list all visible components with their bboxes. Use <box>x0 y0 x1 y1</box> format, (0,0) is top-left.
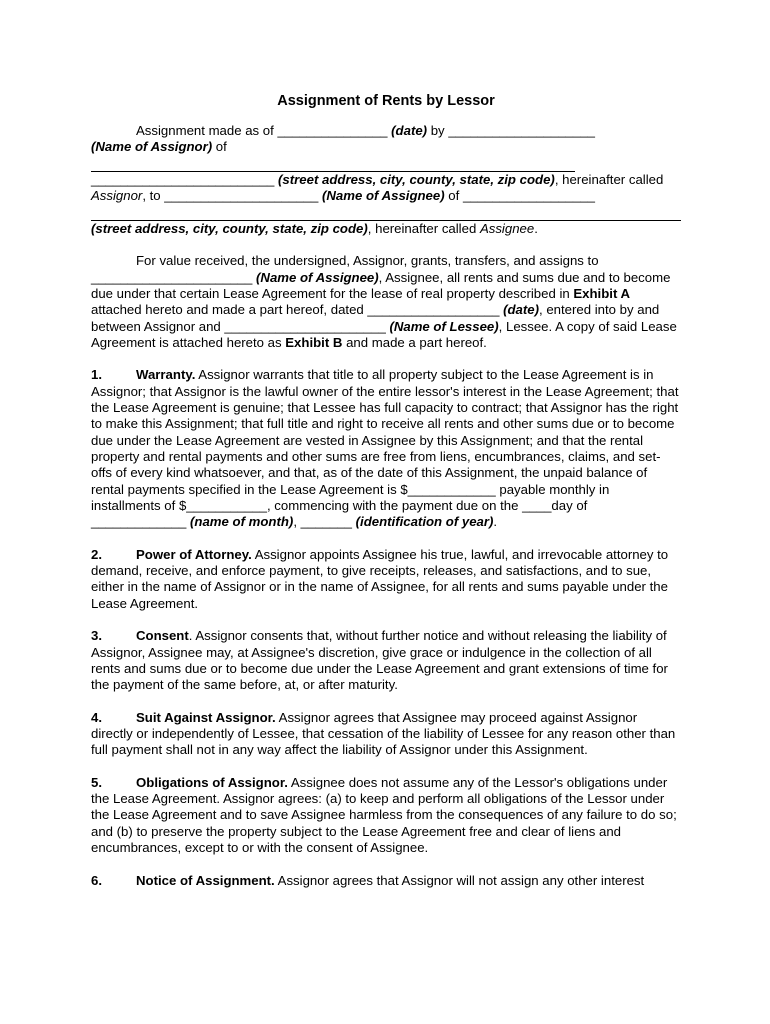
year-field-label: (identification of year) <box>355 514 494 530</box>
section-power-of-attorney <box>91 547 681 612</box>
section-heading: Notice of Assignment. <box>136 872 275 888</box>
section-number: 5. <box>91 774 102 790</box>
intro-text: by ____________________ <box>427 123 596 138</box>
assignment-intro-paragraph <box>91 123 681 237</box>
assignee-term: Assignee <box>479 220 535 236</box>
assignor-name-field-label: (Name of Assignor) <box>91 139 213 155</box>
assignor-term: Assignor <box>91 188 143 204</box>
assignee-address-blank-line <box>91 204 681 220</box>
document-title: Assignment of Rents by Lessor <box>277 93 495 109</box>
assignee-name-field-label: (Name of Assignee) <box>256 269 379 285</box>
consideration-paragraph <box>91 253 681 351</box>
section-number: 6. <box>91 872 102 888</box>
assignee-name-field-label: (Name of Assignee) <box>322 188 445 204</box>
section-consent <box>91 628 681 693</box>
assignor-address-field-label: (street address, city, county, state, zip code) <box>278 171 555 187</box>
section-heading: Suit Against Assignor. <box>136 709 276 725</box>
consideration-text: For value received, the undersigned, Assignor, grants, transfers, and assigns to ______________________ <box>91 253 599 285</box>
section-heading: Warranty. <box>136 367 196 383</box>
intro-text: , to _____________________ <box>142 188 322 204</box>
section-notice-of-assignment <box>91 873 681 889</box>
lessee-name-field-label: (Name of Lessee) <box>389 318 499 334</box>
section-text: . Assignor consents that, without further notice and without releasing the liability of Assignor, Assignee may, at Assignee's discretion, give grace or indulgence in the collection of all rents and sums due or to become due under the Lease Agreement and grant extensions of time for the payment of the same before, at, or after maturity. <box>91 628 668 693</box>
intro-text: Assignment made as of _______________ <box>136 123 392 138</box>
exhibit-b-reference: Exhibit B <box>285 334 343 350</box>
consideration-text: , Lessee. A copy of said Lease Agreement is attached hereto as <box>91 318 677 350</box>
section-text: , _______ <box>293 514 356 530</box>
section-suit-against-assignor <box>91 710 681 759</box>
assignee-address-field-label: (street address, city, county, state, zip code) <box>91 220 368 236</box>
intro-text: , hereinafter called <box>554 171 664 187</box>
section-heading: Obligations of Assignor. <box>136 774 288 790</box>
section-number: 1. <box>91 367 102 383</box>
section-text: Assignor appoints Assignee his true, lawful, and irrevocable attorney to demand, receive, and enforce payment, to give receipts, releases, and satisfactions, and to sue, either in the name of Assignor or in the name of Assignee, for all rents and sums payable under the Lease Agreement. <box>91 546 669 611</box>
section-number: 4. <box>91 709 102 725</box>
section-number: 3. <box>91 628 102 644</box>
section-text: Assignor warrants that title to all property subject to the Lease Agreement is in Assignor; that Assignor is the lawful owner of the entire lessor's interest in the Lease Agreement; that the Lease Agreement is genuine; that Lessee has full capacity to contract; that Assignor has the right to make this Assignment; that full title and right to receive all rents and other sums due or to become due under the Lease Agreement are vested in Assignee by this Assignment; and that the rental property and rental payments and other sums are free from liens, encumbrances, claims, and set-offs of every kind whatsoever, and that, as of the date of this Assignment, the unpaid balance of rental payments specified in the Lease Agreement is $____________ payable monthly in installments of $___________, commencing with the payment due on the ____day of _____________ <box>91 367 679 530</box>
intro-text: . <box>534 220 538 236</box>
intro-text: _________________________ <box>91 171 279 187</box>
section-heading: Consent <box>136 628 189 644</box>
consideration-text: attached hereto and made a part hereof, dated __________________ <box>91 302 504 318</box>
date-field-label: (date) <box>391 123 428 138</box>
consideration-text: and made a part hereof. <box>342 334 487 350</box>
intro-text: , hereinafter called <box>367 220 480 236</box>
section-number: 2. <box>91 546 102 562</box>
exhibit-a-reference: Exhibit A <box>573 285 631 301</box>
assignor-address-blank-line <box>91 156 575 172</box>
section-warranty <box>91 367 681 530</box>
consideration-text: , Assignee, all rents and sums due and to become due under that certain Lease Agreement for the lease of real property described in <box>91 269 671 301</box>
section-text: Assignor agrees that Assignor will not assign any other interest <box>274 872 645 888</box>
section-obligations-of-assignor <box>91 775 681 856</box>
section-heading: Power of Attorney. <box>136 546 252 562</box>
document-body <box>91 92 681 905</box>
lease-date-field-label: (date) <box>503 302 539 318</box>
section-text: Assignee does not assume any of the Lessor's obligations under the Lease Agreement. Assignor agrees: (a) to keep and perform all obligations of the Lessor under the Lease Agreement and to save Assignee harmless from the consequences of any failure to do so; and (b) to preserve the property subject to the Lease Agreement free and clear of liens and encumbrances, except to or with the consent of Assignee. <box>91 774 677 856</box>
consideration-text: , entered into by and between Assignor and ______________________ <box>91 302 660 334</box>
intro-text: of <box>212 139 227 155</box>
month-field-label: (name of month) <box>190 514 294 530</box>
section-text: Assignor agrees that Assignee may proceed against Assignor directly or independently of Lessee, that cessation of the liability of Lessee for any reason other than full payment shall not in any way affect the liability of Assignor under this Assignment. <box>91 709 676 758</box>
section-text: . <box>493 514 498 530</box>
intro-text: of __________________ <box>444 188 595 204</box>
